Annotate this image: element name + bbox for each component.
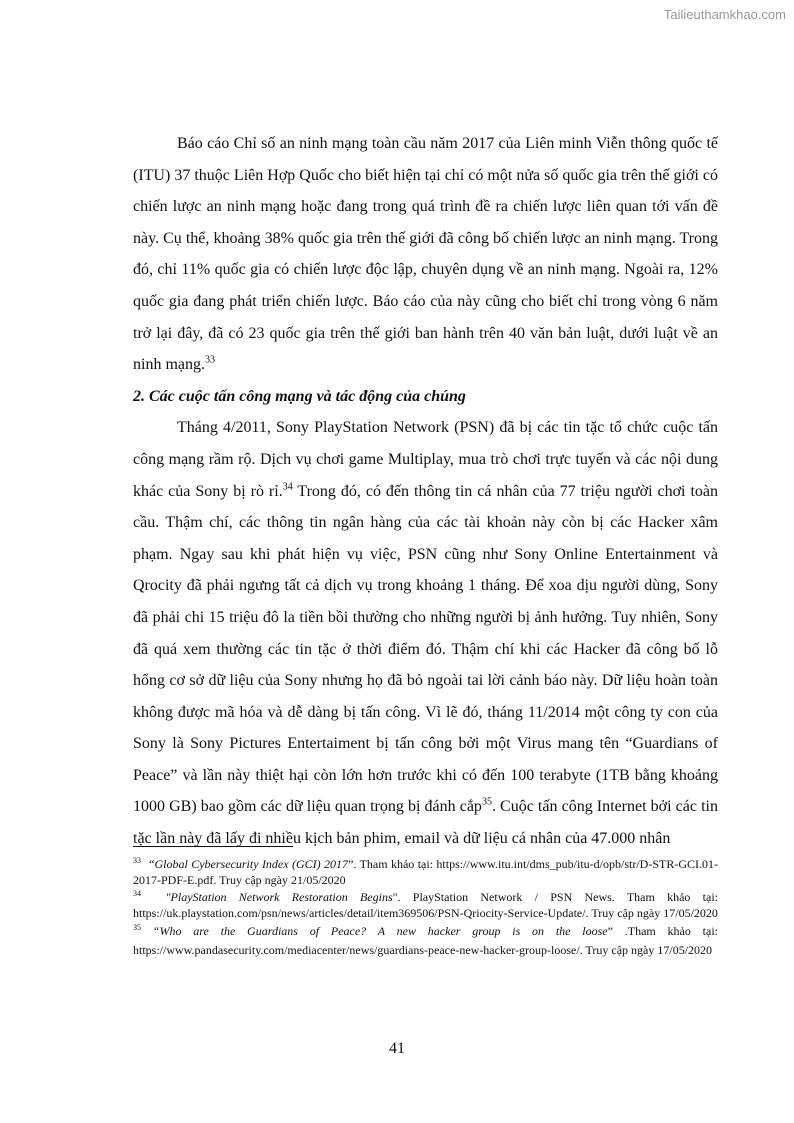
footnote-35	[133, 922, 718, 960]
page-number: 41	[389, 1040, 405, 1057]
footnote-number: 33	[133, 856, 141, 865]
footnote-number: 34	[133, 889, 141, 898]
footnote-ref-35[interactable]: 35	[481, 797, 492, 809]
footnote-number: 35	[133, 923, 141, 932]
section-heading: 2. Các cuộc tấn công mạng và tác động của chúng	[133, 387, 466, 405]
footnote-title: "PlayStation Network Restoration Begins	[165, 890, 393, 904]
watermark: Tailieuthamkhao.com	[663, 7, 786, 22]
paragraph-text: . Cuộc tấn công Internet bởi các tin tặc lần này đã lấy đi nhiều kịch bản phim, email và dữ liệu cá nhân của 47.000 nhân	[133, 798, 718, 848]
footnote-body[interactable]: ” .Tham khảo tại: https://www.pandasecurity.com/mediacenter/news/guardians-peace-new-hacker-group-loose/. Truy cập ngày 17/05/2020	[133, 924, 718, 957]
main-content	[133, 128, 718, 855]
paragraph-text: Tháng 4/2011, Sony PlayStation Network (PSN) đã bị các tin tặc tổ chức cuộc tấn công mạng rầm rộ. Dịch vụ chơi game Multiplay, mua trò chơi trực tuyến và các nội dung khác của Sony bị rò rỉ.	[133, 419, 718, 500]
paragraph-text: Báo cáo Chỉ số an ninh mạng toàn cầu năm 2017 của Liên minh Viễn thông quốc tế (ITU) 37 thuộc Liên Hợp Quốc cho biết hiện tại chỉ có một nửa số quốc gia trên thế giới có chiến lược an ninh mạng hoặc đang trong quá trình đề ra chiến lược liên quan tới vấn đề này. Cụ thể, khoảng 38% quốc gia trên thế giới đã công bố chiến lược an ninh mạng. Trong đó, chỉ 11% quốc gia có chiến lược độc lập, chuyên dụng về an ninh mạng. Ngoài ra, 12% quốc gia đang phát triển chiến lược. Báo cáo của này cũng cho biết chỉ trong vòng 6 năm trở lại đây, đã có 23 quốc gia trên thế giới ban hành trên 40 văn bản luật, dưới luật về an ninh mạng.	[133, 135, 718, 374]
footnote-title: “Who are the Guardians of Peace? A new hacker group is on the loose	[152, 924, 608, 938]
footnote-divider	[133, 846, 293, 847]
footnote-ref-34[interactable]: 34	[282, 481, 293, 493]
footnote-title: “Global Cybersecurity Index (GCI) 2017	[147, 857, 349, 871]
paragraph-sony-attack	[133, 412, 718, 854]
paragraph-text: Trong đó, có đến thông tin cá nhân của 77 triệu người chơi toàn cầu. Thậm chí, các thông tin ngân hàng của các tài khoản này còn bị các Hacker xâm phạm. Ngay sau khi phát hiện vụ việc, PSN cũng như Sony Online Entertainment và Qrocity đã phải ngưng tất cả dịch vụ trong khoảng 1 tháng. Để xoa dịu người dùng, Sony đã phải chi 15 triệu đô la tiền bồi thường cho những người bị ảnh hưởng. Tuy nhiên, Sony đã quá xem thường các tin tặc ở thời điểm đó. Thậm chí khi các Hacker đã công bố lỗ hổng cơ sở dữ liệu của Sony nhưng họ đã bỏ ngoài tai lời cảnh báo này. Dữ liệu hoàn toàn không được mã hóa và dễ dàng bị tấn công. Vì lẽ đó, tháng 11/2014 một công ty con của Sony là Sony Pictures Entertaiment bị tấn công bởi một Virus mang tên “Guardians of Peace” và lần này thiệt hại còn lớn hơn trước khi có đến 100 terabyte (1TB bằng khoảng 1000 GB) bao gồm các dữ liệu quan trọng bị đánh cắp	[133, 482, 719, 816]
footnote-34	[133, 889, 718, 921]
footnote-body[interactable]: ”. Tham khảo tại: https://www.itu.int/dms_pub/itu-d/opb/str/D-STR-GCI.01-2017-PDF-E.pdf. Truy cập ngày 21/05/2020	[133, 857, 718, 887]
footnote-ref-33[interactable]: 33	[205, 354, 215, 366]
footnote-body[interactable]: ". PlayStation Network / PSN News. Tham khảo tại: https://uk.playstation.com/psn/news/articles/detail/item369506/PSN-Qriocity-Service-Update/. Truy cập ngày 17/05/2020	[133, 890, 719, 920]
paragraph-itu-report	[133, 128, 718, 381]
footnote-33	[133, 856, 718, 888]
footnotes	[133, 846, 718, 961]
